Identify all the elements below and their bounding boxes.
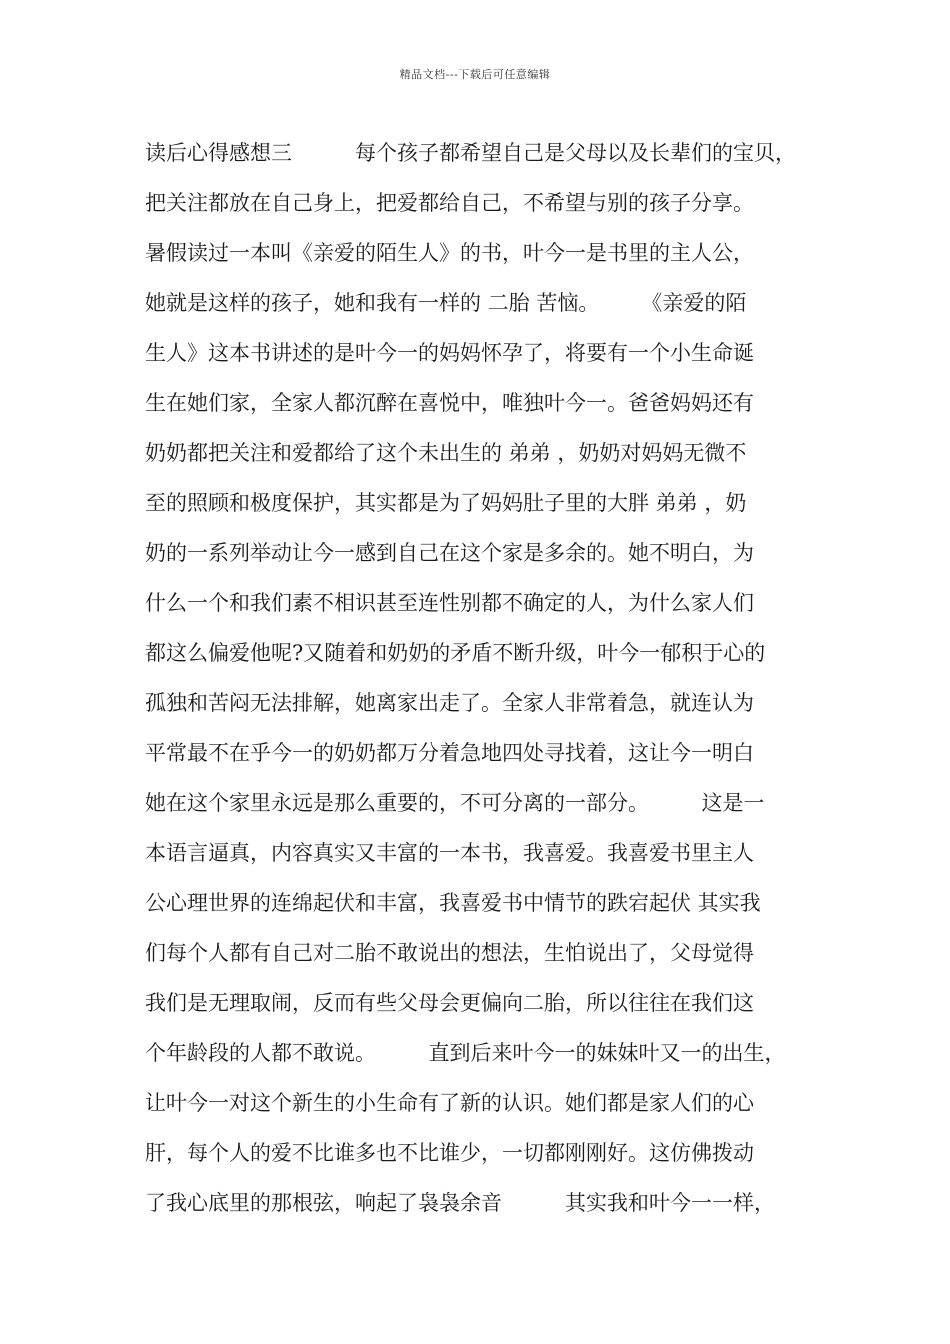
text-line: 本语言逼真，内容真实又丰富的一本书，我喜爱。我喜爱书里主人 <box>145 841 754 865</box>
text-line: 让叶今一对这个新生的小生命有了新的认识。她们都是家人们的心 <box>145 1091 754 1115</box>
text-line: 奶奶都把关注和爱都给了这个未出生的 弟弟 ，奶奶对妈妈无微不 <box>145 441 747 465</box>
text-line: 读后心得感想三 每个孩子都希望自己是父母以及长辈们的宝贝， <box>145 141 796 165</box>
text-line: 肝，每个人的爱不比谁多也不比谁少，一切都刚刚好。这仿佛拨动 <box>145 1141 754 1165</box>
text-line: 奶的一系列举动让今一感到自己在这个家是多余的。她不明白，为 <box>145 541 754 565</box>
text-line: 了我心底里的那根弦，响起了袅袅余音 其实我和叶今一一样， <box>145 1191 775 1215</box>
text-line: 我们是无理取闹，反而有些父母会更偏向二胎，所以往往在我们这 <box>145 991 754 1015</box>
text-line: 个年龄段的人都不敢说。 直到后来叶今一的妹妹叶又一的出生， <box>145 1041 786 1065</box>
text-line: 至的照顾和极度保护，其实都是为了妈妈肚子里的大胖 弟弟 ，奶 <box>145 491 747 515</box>
text-line: 生在她们家，全家人都沉醉在喜悦中，唯独叶今一。爸爸妈妈还有 <box>145 391 754 415</box>
text-line: 她就是这样的孩子，她和我有一样的 二胎 苦恼。 《亲爱的陌 <box>145 291 747 315</box>
text-line: 什么一个和我们素不相识甚至连性别都不确定的人，为什么家人们 <box>145 591 754 615</box>
text-line: 们每个人都有自己对二胎不敢说出的想法，生怕说出了，父母觉得 <box>145 941 754 965</box>
document-body <box>145 128 825 1228</box>
text-line: 公心理世界的连绵起伏和丰富，我喜爱书中情节的跌宕起伏 其实我 <box>145 891 761 915</box>
text-line: 生人》这本书讲述的是叶今一的妈妈怀孕了，将要有一个小生命诞 <box>145 341 754 365</box>
text-line: 平常最不在乎今一的奶奶都万分着急地四处寻找着，这让今一明白 <box>145 741 754 765</box>
text-line: 孤独和苦闷无法排解，她离家出走了。全家人非常着急，就连认为 <box>145 691 754 715</box>
text-line: 都这么偏爱他呢?又随着和奶奶的矛盾不断升级，叶今一郁积于心的 <box>145 641 766 665</box>
page-header: 精品文档---下载后可任意编辑 <box>399 68 551 81</box>
text-line: 暑假读过一本叫《亲爱的陌生人》的书，叶今一是书里的主人公， <box>145 241 754 265</box>
text-line: 她在这个家里永远是那么重要的，不可分离的一部分。 这是一 <box>145 791 765 815</box>
text-line: 把关注都放在自己身上，把爱都给自己，不希望与别的孩子分享。 <box>145 191 754 215</box>
